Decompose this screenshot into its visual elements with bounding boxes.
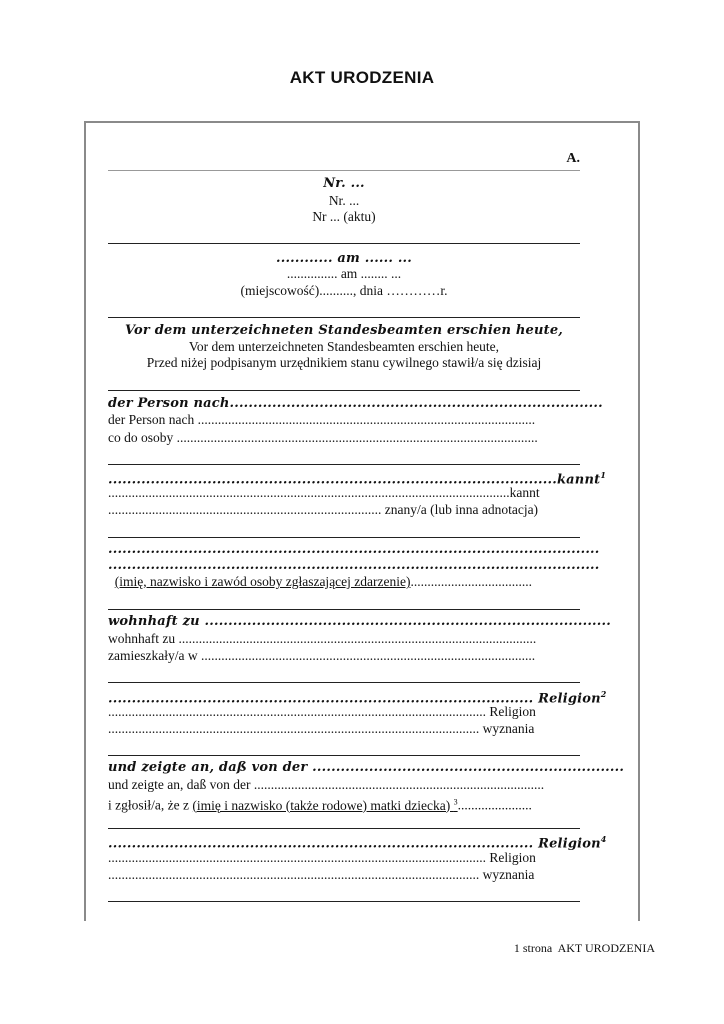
religion2-word: Religion [538, 836, 601, 852]
document-title: AKT URODZENIA [289, 68, 435, 87]
announce-mother-text: (imię i nazwisko (także rodowe) matki dziecka) [192, 797, 454, 813]
place-date-german: ............... am ........ ... [286, 266, 402, 281]
informant-line-1: ........................................................................................................ [108, 542, 600, 557]
informant-polish [108, 573, 580, 590]
announce-mother-label [192, 798, 457, 813]
informant-line-2: ........................................................................................................ [108, 558, 600, 573]
religion1-word: Religion [538, 691, 601, 707]
nr-german: Nr. ... [328, 193, 360, 208]
footnote-ref: 3 [453, 797, 458, 806]
divider [108, 390, 580, 391]
footnote-ref: 1 [600, 470, 607, 480]
announce-gothic: und zeigte an, daß von der .................................................................. [108, 760, 625, 775]
divider [108, 755, 580, 756]
place-date-gothic: ............ am ...... ... [276, 251, 412, 266]
religion2-dots: .......................................................................................... [108, 836, 534, 852]
divider [108, 537, 580, 538]
page-footer [514, 941, 655, 956]
place-date-polish: (miejscowość).........., dnia …………r. [240, 283, 448, 298]
announce-polish [108, 793, 580, 814]
religion1-dots: .......................................................................................... [108, 691, 534, 707]
religion2-polish: .............................................................................................................. wyznania [108, 867, 535, 882]
intro-gothic: Vor dem unterzeichneten Standesbeamten erschien heute, [124, 323, 564, 338]
footer-title: AKT URODZENIA [557, 941, 655, 955]
known-gothic-word: kannt [556, 472, 601, 488]
known-german: .......................................................................................................................kannt [108, 485, 540, 500]
residence-gothic: wohnhaft zu ...................................................................................... [108, 614, 611, 629]
person-polish: co do osoby ........................................................................................................... [108, 430, 538, 445]
form-frame [84, 121, 640, 921]
person-gothic: der Person nach............................................................................... [108, 396, 603, 411]
divider [108, 609, 580, 610]
divider [108, 464, 580, 465]
footnote-ref: 4 [600, 834, 607, 844]
informant-dots: .................................... [410, 574, 532, 589]
intro-german: Vor dem unterzeichneten Standesbeamten erschien heute, [188, 339, 500, 354]
residence-german: wohnhaft zu .......................................................................................................... [108, 631, 537, 646]
divider [108, 243, 580, 244]
page-number: 1 strona [513, 941, 553, 955]
residence-polish: zamieszkały/a w ................................................................................................... [108, 648, 536, 663]
footnote-ref: 2 [600, 689, 607, 699]
announce-prefix: i zgłosił/a, że z [108, 797, 193, 813]
informant-label: (imię, nazwisko i zawód osoby zgłaszającej zdarzenie) [114, 574, 411, 589]
religion2-german: ................................................................................................................ Religion [108, 850, 536, 865]
nr-gothic: Nr. ... [323, 176, 365, 191]
nr-polish: Nr ... (aktu) [312, 209, 376, 224]
divider [108, 828, 580, 829]
divider [108, 901, 580, 902]
divider [108, 682, 580, 683]
person-german: der Person nach .................................................................................................... [108, 412, 536, 427]
religion1-german: ................................................................................................................ Religion [108, 704, 536, 719]
known-polish: ................................................................................. znany/a (lub inna adnotacja) [108, 502, 539, 517]
divider [108, 170, 580, 171]
announce-german: und zeigte an, daß von der ...................................................................................... [108, 777, 545, 792]
divider [108, 317, 580, 318]
form-marker: A. [566, 151, 580, 166]
intro-polish: Przed niżej podpisanym urzędnikiem stanu cywilnego stawił/a się dzisiaj [146, 355, 542, 370]
announce-dots: ...................... [457, 797, 532, 813]
known-gothic-dots: ............................................................................................... [108, 472, 557, 488]
religion1-polish: .............................................................................................................. wyznania [108, 721, 535, 736]
